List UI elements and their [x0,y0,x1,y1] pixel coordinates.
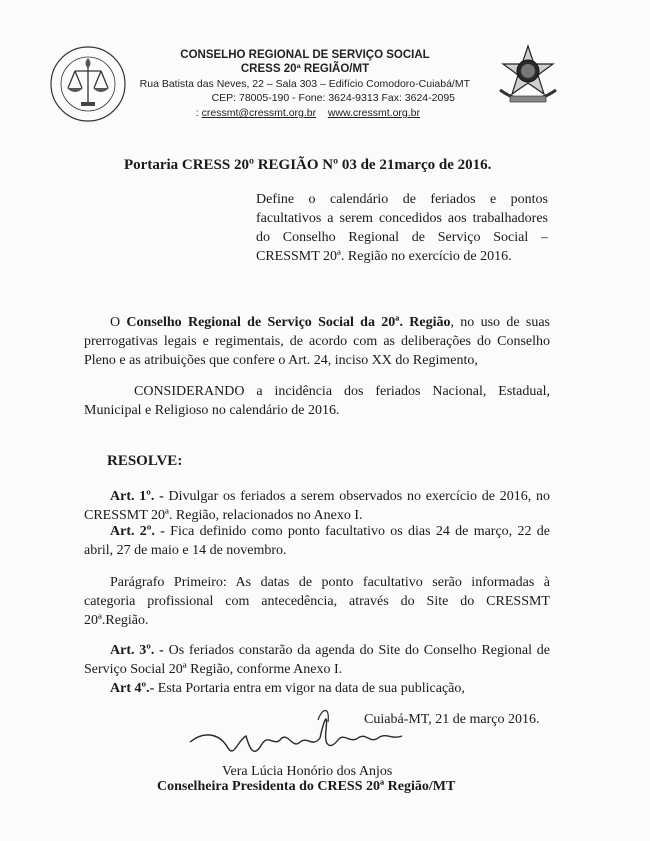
org-region: CRESS 20ª REGIÃO/MT [240,63,370,75]
article-4 [110,679,550,698]
article-4-label: Art 4º.- [110,681,155,696]
article-3 [84,641,550,679]
intro-paragraph [84,313,550,370]
resolve-heading: RESOLVE: [107,453,183,469]
org-cep-phone: CEP: 78005-190 - Fone: 3624-9313 Fax: 3624-2095 [211,92,455,104]
place-date: Cuiabá-MT, 21 de março 2016. [364,712,540,727]
cress-logo [48,44,128,124]
considerando-paragraph: CONSIDERANDO a incidência dos feriados Nacional, Estadual, Municipal e Religioso no calendário de 2016. [84,384,550,418]
signer-name: Vera Lúcia Honório dos Anjos [222,764,393,779]
paragrafo-primeiro: Parágrafo Primeiro: As datas de ponto facultativo serão informadas à categoria profissional com antecedência, através do Site do CRESSMT 20ª.Região. [84,575,550,628]
email-prefix: : [195,107,202,119]
document-summary: Define o calendário de feriados e pontos facultativos a serem concedidos aos trabalhadores do Conselho Regional de Serviço Social – CRESSMT 20ª. Região no exercício de 2016. [256,192,548,264]
signer-role: Conselheira Presidenta do CRESS 20ª Região/MT [157,779,456,794]
brazil-coat-of-arms [492,44,564,110]
article-2 [84,522,550,560]
article-1 [84,487,550,525]
article-2-label: Art. 2º. - [110,524,165,539]
article-3-label: Art. 3º. - [110,643,164,658]
org-name: CONSELHO REGIONAL DE SERVIÇO SOCIAL [180,49,430,61]
article-4-text: Esta Portaria entra em vigor na data de sua publicação, [154,681,465,696]
intro-prefix: O [110,315,127,330]
website-link[interactable]: www.cressmt.org.br [327,107,420,119]
intro-rest: , no uso de suas prerrogativas legais e regimentais, de acordo com as deliberações do Conselho Pleno e as atribuições que confere o Art. 24, inciso XX do Regimento, [84,315,550,368]
email-link[interactable]: cressmt@cressmt.org.br [201,107,317,119]
org-contacts [120,106,420,120]
org-address: Rua Batista das Neves, 22 – Sala 303 – Edifício Comodoro-Cuiabá/MT [139,78,470,90]
intro-council-name: Conselho Regional de Serviço Social da 20ª. Região [126,315,451,330]
article-2-text: Fica definido como ponto facultativo os dias 24 de março, 22 de abril, 27 de maio e 14 de novembro. [84,524,550,558]
article-1-text: Divulgar os feriados a serem observados no exercício de 2016, no CRESSMT 20ª. Região, relacionados no Anexo I. [84,489,550,523]
document-title: Portaria CRESS 20º REGIÃO Nº 03 de 21março de 2016. [124,157,492,173]
article-1-label: Art. 1º. - [110,489,164,504]
article-3-text: Os feriados constarão da agenda do Site do Conselho Regional de Serviço Social 20ª Região, conforme Anexo I. [84,643,550,677]
